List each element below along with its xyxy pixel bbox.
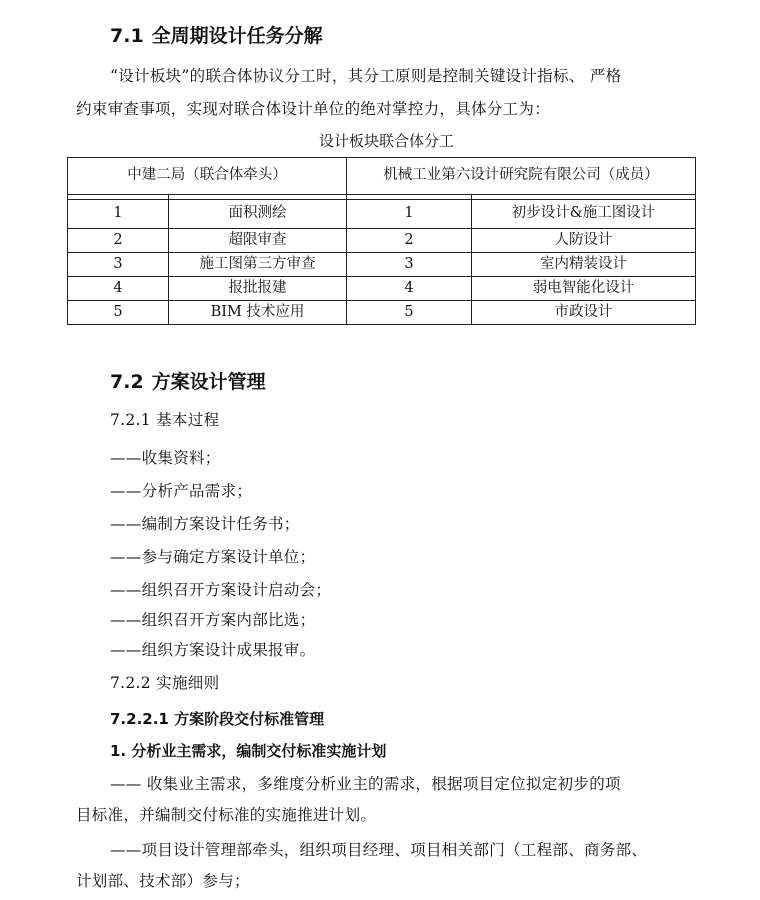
table-row: [68, 301, 696, 325]
paragraph-2-line-1: ——项目设计管理部牵头，组织项目经理、项目相关部门（工程部、商务部、: [110, 841, 648, 859]
cell-member-index: 1: [347, 200, 472, 229]
section-title: 方案设计管理: [151, 371, 266, 393]
table-row: [68, 200, 696, 229]
cell-member-task: 室内精装设计: [472, 253, 696, 277]
cell-lead-index: 3: [68, 253, 169, 277]
paragraph-1-line-1: —— 收集业主需求，多维度分析业主的需求，根据项目定位拟定初步的项: [110, 775, 621, 793]
section-number: 7.2: [110, 371, 144, 393]
cell-member-task: 市政设计: [472, 301, 696, 325]
process-step: ——组织召开方案设计启动会；: [110, 581, 332, 599]
table-row: [68, 253, 696, 277]
header-lead-unit: 中建二局（联合体牵头）: [68, 158, 347, 195]
cell-member-index: 4: [347, 277, 472, 301]
intro-line-1: “设计板块”的联合体协议分工时，其分工原则是控制关键设计指标、 严格: [110, 67, 622, 85]
cell-lead-task: 超限审查: [169, 229, 347, 253]
section-heading-7-2: [110, 367, 266, 394]
section-title: 全周期设计任务分解: [151, 25, 323, 47]
intro-line-2: 约束审查事项，实现对联合体设计单位的绝对掌控力，具体分工为：: [76, 100, 551, 118]
table-row: [68, 229, 696, 253]
table-header-row: [68, 158, 696, 195]
cell-lead-index: 5: [68, 301, 169, 325]
section-number: 7.1: [110, 25, 144, 47]
process-step: ——收集资料；: [110, 449, 221, 467]
cell-member-task: 初步设计&施工图设计: [472, 200, 696, 229]
numbered-item-1: 1. 分析业主需求，编制交付标准实施计划: [110, 742, 387, 760]
process-step: ——组织召开方案内部比选；: [110, 611, 316, 629]
paragraph-1-line-2: 目标准，并编制交付标准的实施推进计划。: [76, 806, 377, 824]
header-member-unit: 机械工业第六设计研究院有限公司（成员）: [347, 158, 696, 195]
cell-member-index: 3: [347, 253, 472, 277]
table-caption: 设计板块联合体分工: [319, 132, 455, 150]
cell-lead-task: 报批报建: [169, 277, 347, 301]
cell-member-task: 人防设计: [472, 229, 696, 253]
table-row: [68, 277, 696, 301]
cell-member-index: 5: [347, 301, 472, 325]
cell-member-task: 弱电智能化设计: [472, 277, 696, 301]
process-step: ——参与确定方案设计单位；: [110, 548, 316, 566]
division-table: [67, 157, 696, 325]
section-heading-7-1: [110, 21, 323, 48]
process-step: ——组织方案设计成果报审。: [110, 641, 316, 659]
paragraph-2-line-2: 计划部、技术部）参与；: [76, 872, 250, 890]
cell-lead-index: 2: [68, 229, 169, 253]
cell-lead-index: 1: [68, 200, 169, 229]
cell-lead-task: 施工图第三方审查: [169, 253, 347, 277]
cell-member-index: 2: [347, 229, 472, 253]
cell-lead-task: BIM 技术应用: [169, 301, 347, 325]
cell-lead-index: 4: [68, 277, 169, 301]
process-step: ——分析产品需求；: [110, 482, 253, 500]
process-step: ——编制方案设计任务书；: [110, 515, 300, 533]
subsection-7-2-2: 7.2.2 实施细则: [110, 674, 220, 692]
subsection-7-2-2-1: 7.2.2.1 方案阶段交付标准管理: [110, 710, 325, 728]
cell-lead-task: 面积测绘: [169, 200, 347, 229]
subsection-7-2-1: 7.2.1 基本过程: [110, 411, 220, 429]
